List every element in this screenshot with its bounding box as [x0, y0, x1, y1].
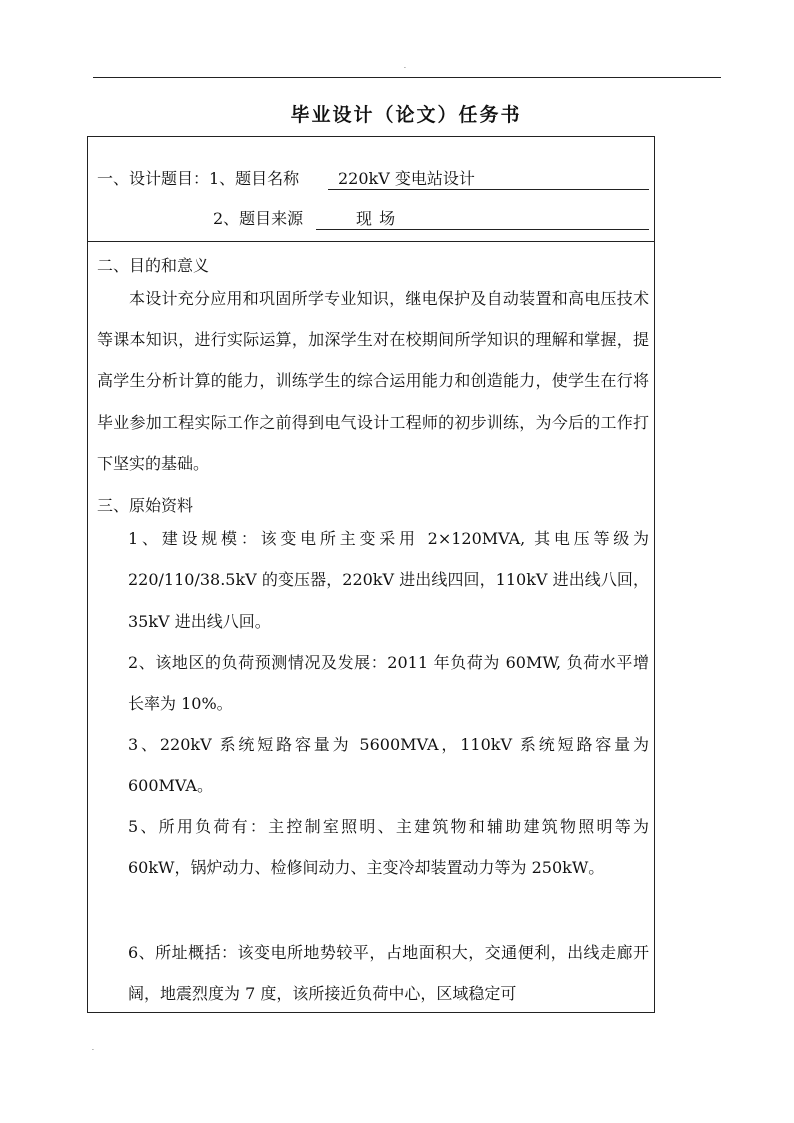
topic-row	[88, 137, 654, 242]
materials-item-5: 5、所用负荷有：主控制室照明、主建筑物和辅助建筑物照明等为 60kW，锅炉动力、检修间动力、主变冷却装置动力等为 250kW。	[128, 817, 649, 878]
topic-name-value: 220kV 变电站设计	[338, 169, 475, 188]
header-mark: .	[404, 63, 406, 70]
task-table	[87, 136, 655, 1013]
content-row	[88, 242, 654, 1012]
materials-heading: 三、原始资料	[97, 496, 194, 515]
purpose-heading: 二、目的和意义	[97, 256, 210, 275]
topic-source-field	[316, 206, 649, 230]
footer-mark: .	[92, 1045, 94, 1052]
materials-item-1: 1、建设规模：该变电所主变采用 2×120MVA, 其电压等级为 220/110/38.5kV 的变压器，220kV 进出线四回，110kV 进出线八回，35kV 进出线八回。	[128, 529, 649, 631]
topic-label: 一、设计题目：1、题目名称	[97, 169, 300, 188]
topic-source-label: 2、题目来源	[213, 209, 304, 228]
topic-source-value: 现 场	[356, 209, 397, 228]
materials-item-6: 6、所址概括：该变电所地势较平，占地面积大，交通便利，出线走廊开阔，地震烈度为 7 度，该所接近负荷中心，区域稳定可	[128, 943, 649, 1004]
purpose-paragraph: 本设计充分应用和巩固所学专业知识，继电保护及自动装置和高电压技术等课本知识，进行实际运算，加深学生对在校期间所学知识的理解和掌握，提高学生分析计算的能力，训练学生的综合运用能力和创造能力，使学生在行将毕业参加工程实际工作之前得到电气设计工程师的初步训练，为今后的工作打下坚实的基础。	[97, 289, 649, 473]
page-title: 毕业设计（论文）任务书	[290, 104, 522, 126]
materials-item-3: 3、220kV 系统短路容量为 5600MVA，110kV 系统短路容量为 600MVA。	[128, 735, 649, 796]
header-rule	[93, 77, 721, 78]
topic-name-field	[328, 166, 649, 190]
materials-item-2: 2、该地区的负荷预测情况及发展：2011 年负荷为 60MW, 负荷水平增长率为 10%。	[128, 653, 649, 714]
